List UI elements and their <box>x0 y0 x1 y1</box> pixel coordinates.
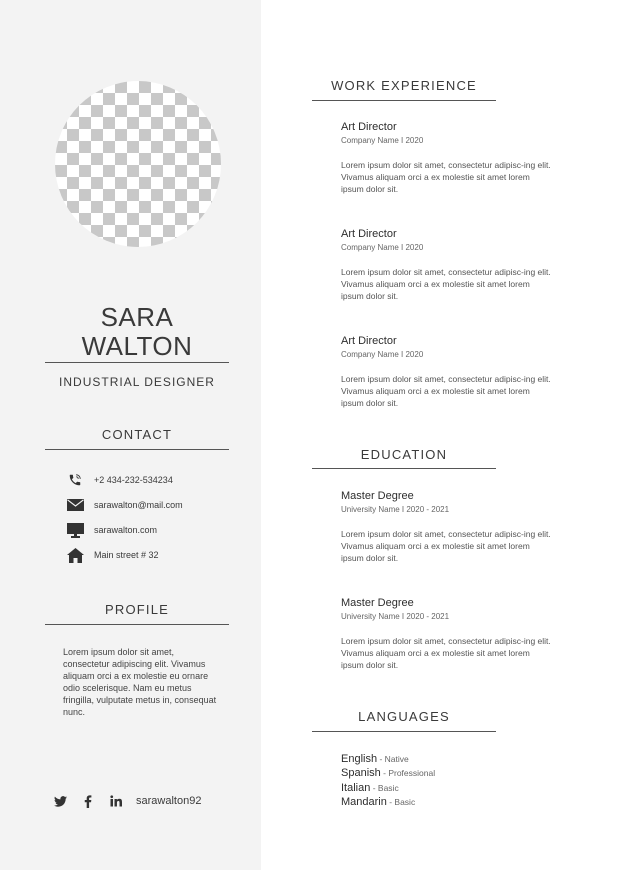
contact-heading: CONTACT <box>101 427 173 442</box>
language-level: - Basic <box>386 797 416 807</box>
contact-address-row <box>66 547 159 563</box>
education-entry <box>341 490 551 564</box>
education-degree: Master Degree <box>341 490 414 502</box>
education-entry <box>341 597 551 671</box>
education-heading: EDUCATION <box>360 447 448 462</box>
education-meta: University Name I 2020 - 2021 <box>341 612 450 621</box>
contact-website[interactable]: sarawalton.com <box>94 525 158 535</box>
profile-divider <box>45 624 229 625</box>
profile-photo-placeholder <box>55 81 221 247</box>
twitter-icon[interactable] <box>53 794 67 808</box>
work-meta: Company Name I 2020 <box>341 350 424 359</box>
languages-divider <box>312 731 496 732</box>
language-name: Spanish <box>341 767 381 779</box>
job-title: INDUSTRIAL DESIGNER <box>59 375 215 389</box>
work-description: Lorem ipsum dolor sit amet, consectetur adipisc-ing elit. Vivamus aliquam orci a ex molestie sit amet lorem ipsum dolor sit. <box>341 267 551 301</box>
language-level: - Native <box>377 754 409 764</box>
phone-icon <box>66 472 84 488</box>
contact-address: Main street # 32 <box>94 550 159 560</box>
language-name: Italian <box>341 782 371 794</box>
work-description: Lorem ipsum dolor sit amet, consectetur adipisc-ing elit. Vivamus aliquam orci a ex molestie sit amet lorem ipsum dolor sit. <box>341 374 551 408</box>
language-level: - Basic <box>370 783 399 793</box>
last-name: WALTON <box>81 331 193 361</box>
education-degree: Master Degree <box>341 597 414 609</box>
facebook-icon[interactable] <box>81 794 95 808</box>
work-entry <box>341 335 551 409</box>
work-meta: Company Name I 2020 <box>341 136 424 145</box>
profile-heading: PROFILE <box>104 602 170 617</box>
work-experience-divider <box>312 100 496 101</box>
education-description: Lorem ipsum dolor sit amet, consectetur adipisc-ing elit. Vivamus aliquam orci a ex molestie sit amet lorem ipsum dolor sit. <box>341 529 551 563</box>
languages-heading: LANGUAGES <box>358 709 450 724</box>
education-meta: University Name I 2020 - 2021 <box>341 505 450 514</box>
contact-phone: +2 434-232-534234 <box>94 475 173 485</box>
language-level: - Professional <box>380 768 436 778</box>
social-links <box>53 793 201 809</box>
language-name: English <box>341 753 378 765</box>
education-description: Lorem ipsum dolor sit amet, consectetur adipisc-ing elit. Vivamus aliquam orci a ex molestie sit amet lorem ipsum dolor sit. <box>341 636 551 670</box>
social-handle[interactable]: sarawalton92 <box>136 795 202 807</box>
work-experience-heading: WORK EXPERIENCE <box>331 78 477 93</box>
work-role: Art Director <box>341 121 397 133</box>
contact-email-row <box>66 497 183 513</box>
profile-text: Lorem ipsum dolor sit amet, consectetur adipiscing elit. Vivamus aliquam orci a ex molestie eu ornare odio scelerisque. Nam eu metus fringilla, vulputate metus in, consequat nunc. <box>63 647 217 717</box>
work-description: Lorem ipsum dolor sit amet, consectetur adipisc-ing elit. Vivamus aliquam orci a ex molestie sit amet lorem ipsum dolor sit. <box>341 160 551 194</box>
contact-divider <box>45 449 229 450</box>
work-entry <box>341 228 551 302</box>
language-name: Mandarin <box>341 796 387 808</box>
language-item <box>341 795 415 809</box>
language-item <box>341 766 435 780</box>
work-meta: Company Name I 2020 <box>341 243 424 252</box>
language-item <box>341 752 409 766</box>
work-role: Art Director <box>341 228 397 240</box>
sidebar <box>0 0 261 870</box>
mail-icon <box>66 497 84 513</box>
work-entry <box>341 121 551 195</box>
language-item <box>341 781 399 795</box>
home-icon <box>66 547 84 563</box>
linkedin-icon[interactable] <box>109 794 123 808</box>
contact-email[interactable]: sarawalton@mail.com <box>94 500 183 510</box>
education-divider <box>312 468 496 469</box>
name-divider <box>45 362 229 363</box>
contact-website-row <box>66 522 157 538</box>
first-name: SARA <box>100 302 174 332</box>
monitor-icon <box>66 522 84 538</box>
work-role: Art Director <box>341 335 397 347</box>
contact-phone-row <box>66 472 173 488</box>
